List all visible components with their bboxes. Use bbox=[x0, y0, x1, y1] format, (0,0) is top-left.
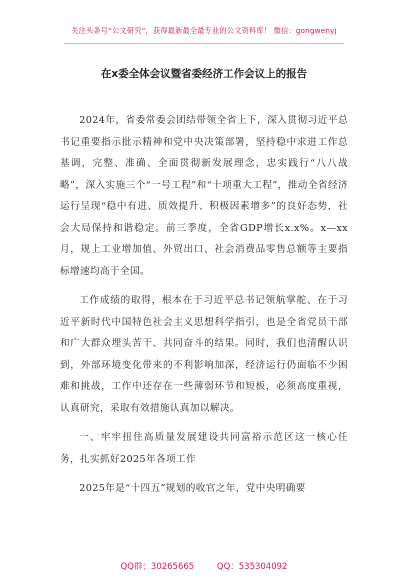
paragraph-3: 2025年是“十四五”规划的收官之年，党中央明确要 bbox=[79, 483, 306, 494]
document-body bbox=[60, 110, 348, 500]
page-footer bbox=[0, 560, 408, 572]
document-title: 在x委全体会议暨省委经济工作会议上的报告 bbox=[100, 68, 308, 80]
section-heading-1: 一、牢牢扭住高质量发展建设共同富裕示范区这一核心任务，扎实抓好2025年各项工作 bbox=[60, 432, 348, 465]
footer-qq-group: QQ群：30265665 bbox=[120, 562, 195, 572]
header-divider bbox=[64, 43, 344, 44]
page-header-promo: 关注头条号“公文研究”，获得最新最全最专业的公文资料库！ 微信：gongwenyj bbox=[71, 26, 337, 35]
paragraph-2: 工作成绩的取得，根本在于习近平总书记领航掌舵、在于习近平新时代中国特色社会主义思想科学指引，也是全省党员干部和广大群众埋头苦干、共同奋斗的结果。同时，我们也清醒认识到，外部环境变化带来的不利影响加深，经济运行仍面临不少困难和挑战，工作中还存在一些薄弱环节和短板，必须高度重视，认真研究，采取有效措施认真加以解决。 bbox=[60, 295, 348, 414]
paragraph-1: 2024年，省委常委会团结带领全省上下，深入贯彻习近平总书记重要指示批示精神和党中央决策部署，坚持稳中求进工作总基调，完整、准确、全面贯彻新发展理念，忠实践行“八八战略”，深入实施三个“一号工程”和“十项重大工程”，推动全省经济运行呈现“稳中有进、质效提升、积极因素增多”的良好态势，社会大局保持和谐稳定。前三季度，全省GDP增长x.x%。x—xx月，规上工业增加值、外贸出口、社会消费品零售总额等主要指标增速均高于全国。 bbox=[60, 115, 348, 277]
footer-qq-contact: QQ：535304092 bbox=[216, 562, 288, 572]
